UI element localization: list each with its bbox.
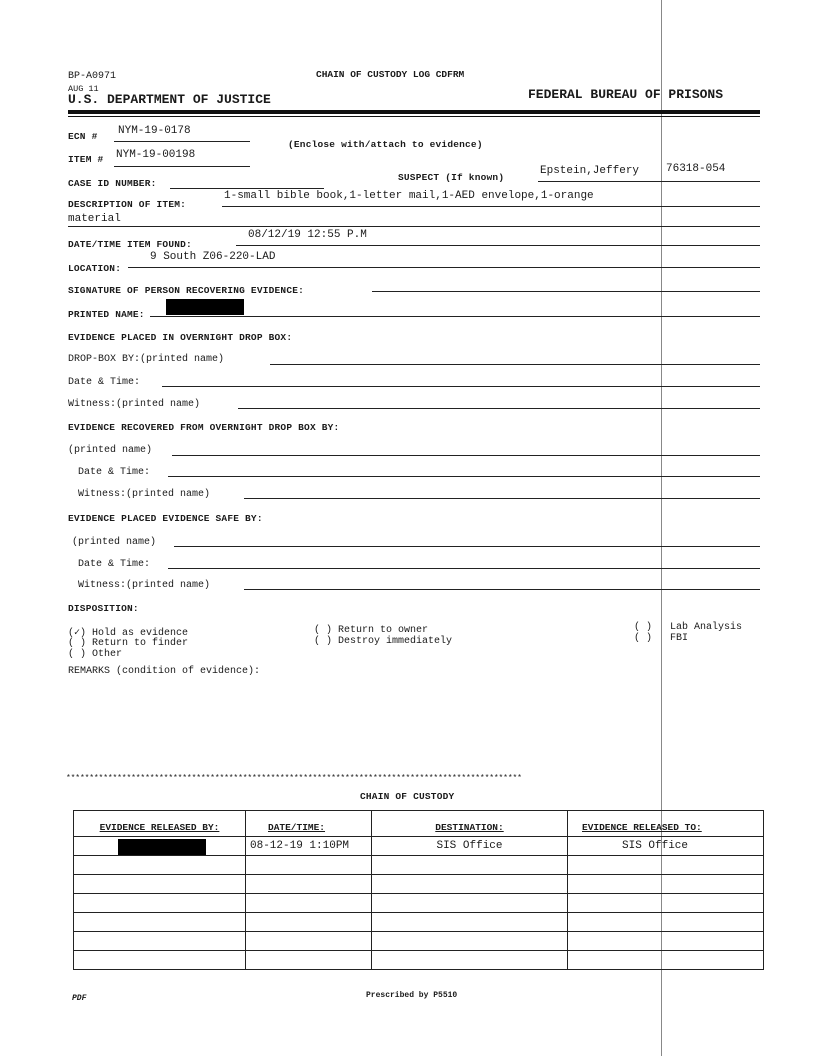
disposition-return-finder[interactable]: ( ) Return to finder xyxy=(68,638,189,649)
safe-witness-label: Witness:(printed name) xyxy=(78,580,211,591)
col-released-by: EVIDENCE RELEASED BY: xyxy=(74,811,246,837)
footer-pdf: PDF xyxy=(72,994,87,1003)
description-rule1 xyxy=(222,206,760,207)
drop-box-recovered-title: EVIDENCE RECOVERED FROM OVERNIGHT DROP BOX BY: xyxy=(68,422,340,433)
recovered-name-label: (printed name) xyxy=(68,445,153,456)
footer-prescribed: Prescribed by P5510 xyxy=(366,991,458,1000)
table-row xyxy=(74,932,764,951)
cell-released-to xyxy=(568,913,764,932)
table-row xyxy=(74,875,764,894)
table-row xyxy=(74,837,764,856)
col-released-to: EVIDENCE RELEASED TO: xyxy=(568,811,764,837)
table-row xyxy=(74,894,764,913)
disposition-destroy[interactable]: ( ) Destroy immediately xyxy=(314,636,453,647)
disposition-title: DISPOSITION: xyxy=(68,603,139,614)
drop-box-witness-label: Witness:(printed name) xyxy=(68,399,201,410)
drop-box-by-line xyxy=(270,364,760,365)
ecn-line xyxy=(114,141,250,142)
ecn-label: ECN # xyxy=(68,131,98,142)
disposition-fbi-box[interactable]: ( ) xyxy=(634,633,653,644)
cell-released-by xyxy=(74,913,246,932)
cell-datetime xyxy=(246,875,372,894)
table-row xyxy=(74,913,764,932)
disposition-fbi: FBI xyxy=(670,633,689,644)
safe-name-line xyxy=(174,546,760,547)
location-line xyxy=(128,267,760,268)
cell-datetime: 08-12-19 1:10PM xyxy=(246,837,372,856)
disposition-hold[interactable]: (✓) Hold as evidence xyxy=(68,628,189,639)
item-line xyxy=(114,166,250,167)
drop-box-placed-title: EVIDENCE PLACED IN OVERNIGHT DROP BOX: xyxy=(68,332,293,343)
cell-released-to xyxy=(568,932,764,951)
cell-destination xyxy=(372,913,568,932)
enclose-note: (Enclose with/attach to evidence) xyxy=(288,139,483,150)
cell-released-to xyxy=(568,894,764,913)
recovered-name-line xyxy=(172,455,760,456)
drop-box-by-label: DROP-BOX BY:(printed name) xyxy=(68,354,225,365)
suspect-label: SUSPECT (If known) xyxy=(398,172,505,183)
disposition-return-owner[interactable]: ( ) Return to owner xyxy=(314,625,429,636)
cell-destination xyxy=(372,856,568,875)
location-value: 9 South Z06-220-LAD xyxy=(150,251,276,263)
recovered-datetime-line xyxy=(168,476,760,477)
form-number: BP-A0971 xyxy=(68,71,117,82)
case-id-line xyxy=(170,188,324,189)
item-value: NYM-19-00198 xyxy=(116,149,196,161)
datetime-found-line xyxy=(236,245,760,246)
cell-released-by xyxy=(74,856,246,875)
description-line1: 1-small bible book,1-letter mail,1-AED envelope,1-orange xyxy=(224,190,594,202)
remarks-label: REMARKS (condition of evidence): xyxy=(68,666,261,677)
header-rule-thin xyxy=(68,116,760,117)
drop-box-datetime-label: Date & Time: xyxy=(68,377,141,388)
table-row xyxy=(74,856,764,875)
cell-datetime xyxy=(246,913,372,932)
cell-released-by xyxy=(74,932,246,951)
disposition-lab: Lab Analysis xyxy=(670,622,743,633)
cell-destination xyxy=(372,932,568,951)
signature-line xyxy=(372,291,760,292)
cell-datetime xyxy=(246,951,372,970)
safe-datetime-line xyxy=(168,568,760,569)
cell-released-to xyxy=(568,875,764,894)
recovered-witness-label: Witness:(printed name) xyxy=(78,489,211,500)
datetime-found-value: 08/12/19 12:55 P.M xyxy=(248,229,367,241)
safe-datetime-label: Date & Time: xyxy=(78,559,151,570)
location-label: LOCATION: xyxy=(68,263,122,274)
description-label: DESCRIPTION OF ITEM: xyxy=(68,199,187,210)
cell-destination: SIS Office xyxy=(372,837,568,856)
col-destination: DESTINATION: xyxy=(372,811,568,837)
bureau-title: FEDERAL BUREAU OF PRISONS xyxy=(528,87,724,102)
description-rule2 xyxy=(68,226,760,227)
custody-header-row xyxy=(74,811,764,837)
agency-title: U.S. DEPARTMENT OF JUSTICE xyxy=(68,92,271,107)
custody-table xyxy=(73,810,764,970)
star-divider: ************************************************************************************************** xyxy=(66,774,522,783)
printed-name-line xyxy=(150,316,760,317)
safe-title: EVIDENCE PLACED EVIDENCE SAFE BY: xyxy=(68,513,263,524)
drop-box-datetime-line xyxy=(162,386,760,387)
datetime-found-label: DATE/TIME ITEM FOUND: xyxy=(68,239,192,250)
safe-witness-line xyxy=(244,589,760,590)
case-id-label: CASE ID NUMBER: xyxy=(68,178,157,189)
cell-released-by xyxy=(74,951,246,970)
custody-title: CHAIN OF CUSTODY xyxy=(360,791,455,802)
suspect-name: Epstein,Jeffery xyxy=(540,165,640,177)
form-title: CHAIN OF CUSTODY LOG CDFRM xyxy=(316,69,465,80)
date-stamp: AUG 11 xyxy=(68,84,99,94)
cell-released-by xyxy=(74,837,246,856)
cell-datetime xyxy=(246,856,372,875)
col-datetime: DATE/TIME: xyxy=(246,811,372,837)
suspect-line xyxy=(538,181,760,182)
cell-released-to xyxy=(568,856,764,875)
cell-released-to: SIS Office xyxy=(568,837,764,856)
redaction-released-by xyxy=(118,839,206,855)
cell-released-to xyxy=(568,951,764,970)
ecn-value: NYM-19-0178 xyxy=(118,125,191,137)
cell-destination xyxy=(372,875,568,894)
cell-destination xyxy=(372,951,568,970)
header-rule xyxy=(68,110,760,114)
cell-released-by xyxy=(74,894,246,913)
signature-label: SIGNATURE OF PERSON RECOVERING EVIDENCE: xyxy=(68,285,305,296)
cell-datetime xyxy=(246,932,372,951)
recovered-witness-line xyxy=(244,498,760,499)
recovered-datetime-label: Date & Time: xyxy=(78,467,151,478)
description-line2: material xyxy=(68,213,121,225)
redaction-printed-name xyxy=(166,299,244,315)
cell-released-by xyxy=(74,875,246,894)
drop-box-witness-line xyxy=(238,408,760,409)
item-label: ITEM # xyxy=(68,154,104,165)
printed-name-label: PRINTED NAME: xyxy=(68,309,145,320)
safe-name-label: (printed name) xyxy=(72,537,157,548)
disposition-other[interactable]: ( ) Other xyxy=(68,649,123,660)
cell-destination xyxy=(372,894,568,913)
cell-datetime xyxy=(246,894,372,913)
disposition-lab-box[interactable]: ( ) xyxy=(634,622,653,633)
suspect-number: 76318-054 xyxy=(666,163,726,175)
table-row xyxy=(74,951,764,970)
